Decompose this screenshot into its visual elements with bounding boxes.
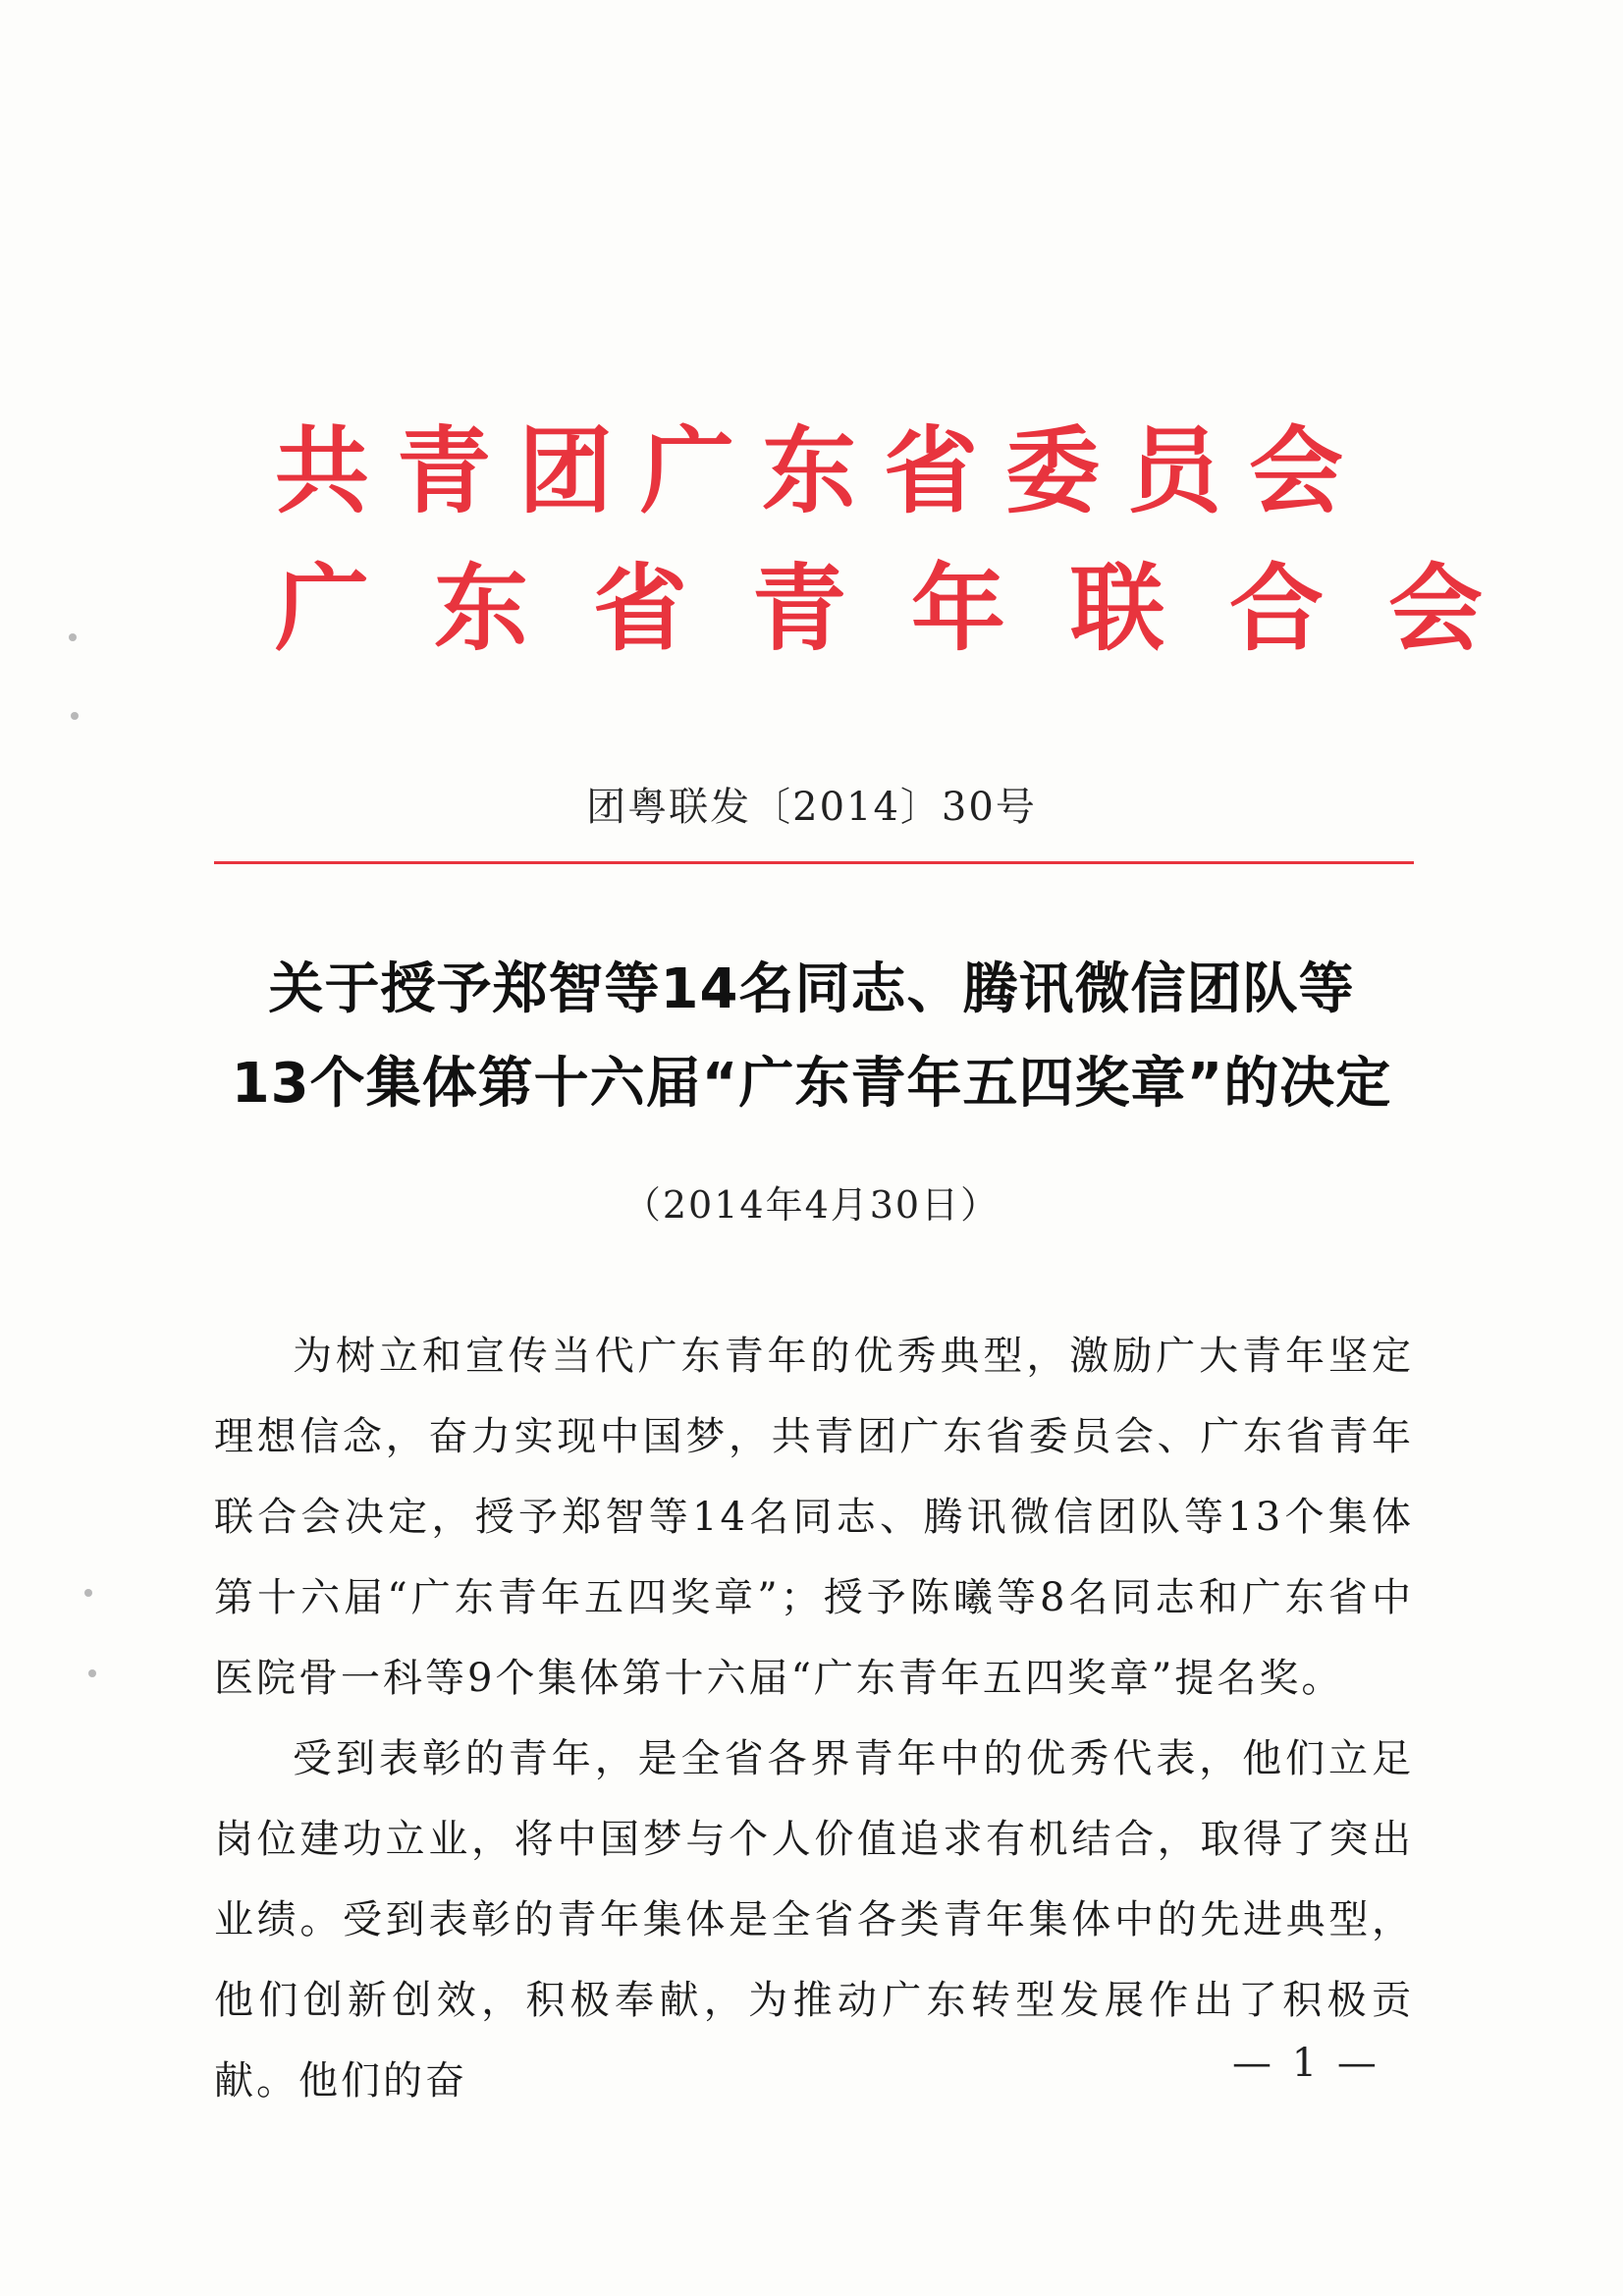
issuing-organization-line2: 广东省青年联合会 xyxy=(275,554,1547,664)
document-date: （2014年4月30日） xyxy=(622,1183,1001,1227)
body-paragraph-1: 为树立和宣传当代广东青年的优秀典型，激励广大青年坚定理想信念，奋力实现中国梦，共青团广东省委员会、广东省青年联合会决定，授予郑智等14名同志、腾讯微信团队等13个集体第十六届“广东青年五四奖章”；授予陈曦等8名同志和广东省中医院骨一科等9个集体第十六届“广东青年五四奖章”提名奖。 xyxy=(214,1334,1414,1701)
document-body xyxy=(214,1316,1414,2121)
scan-speck xyxy=(69,633,77,641)
scan-speck xyxy=(71,712,79,720)
scan-speck xyxy=(84,1589,92,1597)
page-number: — 1 — xyxy=(1232,2041,1380,2086)
issuing-organization-line1: 共青团广东省委员会 xyxy=(275,416,1371,526)
red-divider-line xyxy=(214,861,1414,864)
body-paragraph-2: 受到表彰的青年，是全省各界青年中的优秀代表，他们立足岗位建功立业，将中国梦与个人价值追求有机结合，取得了突出业绩。受到表彰的青年集体是全省各类青年集体中的先进典型，他们创新创效，积极奉献，为推动广东转型发展作出了积极贡献。他们的奋 xyxy=(214,1736,1414,2104)
document-number: 团粤联发〔2014〕30号 xyxy=(586,785,1037,830)
scan-speck xyxy=(88,1669,96,1677)
document-title-line1: 关于授予郑智等14名同志、腾讯微信团队等 xyxy=(268,957,1355,1021)
document-title-line2: 13个集体第十六届“广东青年五四奖章”的决定 xyxy=(231,1052,1392,1116)
